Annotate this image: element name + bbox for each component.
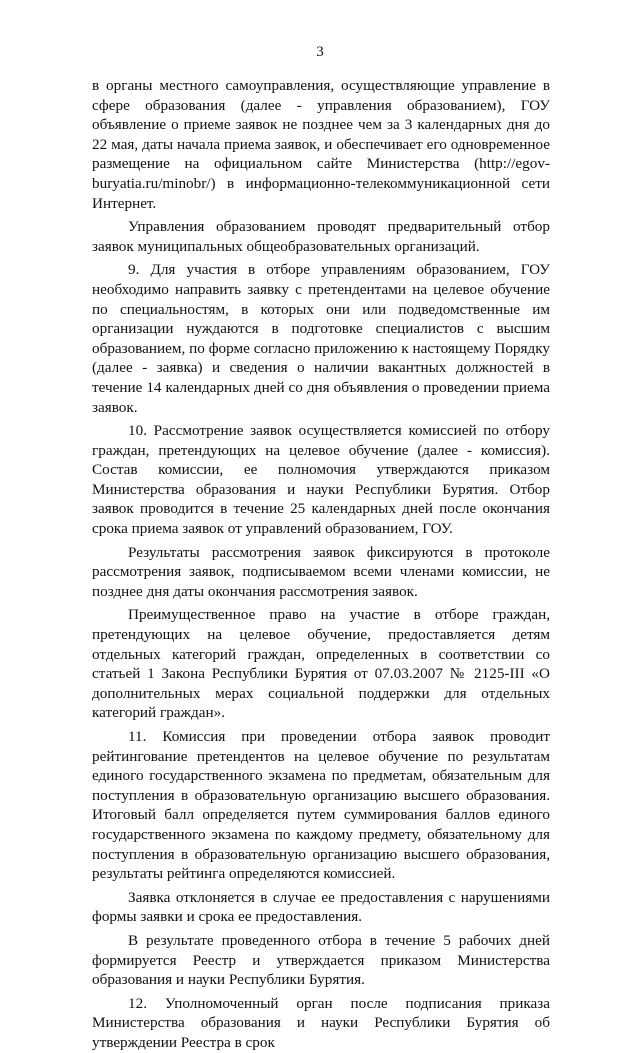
paragraph-clause-11: 11. Комиссия при проведении отбора заявок проводит рейтингование претендентов на целевое обучение по результатам единого государственного экзамена по предметам, обязательным для поступления в образовательную организацию высшего образования. Итоговый балл определяется путем суммирования баллов единого государственного экзамена по каждому предмету, обязательному для поступления в образовательную организацию высшего образования, результаты рейтинга определяются комиссией. <box>92 728 550 883</box>
paragraph-rejection: Заявка отклоняется в случае ее предоставления с нарушениями формы заявки и срока ее предоставления. <box>92 888 550 926</box>
page-number: 3 <box>316 44 324 60</box>
paragraph-clause-9: 9. Для участия в отборе управлениям образованием, ГОУ необходимо направить заявку с претендентами на целевое обучение по специальностям, в которых они или подведомственные им организации нуждаются в подготовке специалистов с высшим образованием, по форме согласно приложению к настоящему Порядку (далее - заявка) и сведения о наличии вакантных должностей в течение 14 календарных дней со дня объявления о проведении приема заявок. <box>92 261 550 416</box>
paragraph-priority-right: Преимущественное право на участие в отборе граждан, претендующих на целевое обучение, предоставляется детям отдельных категорий граждан, определенных в соответствии со статьей 1 Закона Республики Бурятия от 07.03.2007 № 2125-III «О дополнительных мерах социальной поддержки для отдельных категорий граждан». <box>92 606 550 722</box>
paragraph-announcement: в органы местного самоуправления, осуществляющие управление в сфере образования (далее - управления образованием), ГОУ объявление о приеме заявок не позднее чем за 3 календарных дня до 22 мая, даты начала приема заявок, и обеспечивает его одновременное размещение на официальном сайте Министерства (http://egov-buryatia.ru/minobr/) в информационно-телекоммуникационной сети Интернет. <box>92 77 550 212</box>
paragraph-results-protocol: Результаты рассмотрения заявок фиксируются в протоколе рассмотрения заявок, подписываемом всеми членами комиссии, не позднее дня даты окончания рассмотрения заявок. <box>92 543 550 600</box>
paragraph-registry: В результате проведенного отбора в течение 5 рабочих дней формируется Реестр и утверждается приказом Министерства образования и науки Республики Бурятия. <box>92 931 550 989</box>
paragraph-preliminary-selection: Управления образованием проводят предварительный отбор заявок муниципальных общеобразовательных организаций. <box>92 218 550 255</box>
document-body <box>92 76 550 1053</box>
paragraph-clause-12: 12. Уполномоченный орган после подписания приказа Министерства образования и науки Республики Бурятия об утверждении Реестра в срок <box>92 994 550 1051</box>
paragraph-clause-10: 10. Рассмотрение заявок осуществляется комиссией по отбору граждан, претендующих на целевое обучение (далее - комиссия). Состав комиссии, ее полномочия утверждаются приказом Министерства образования и науки Республики Бурятия. Отбор заявок проводится в течение 25 календарных дней после окончания срока приема заявок от управлений образованием, ГОУ. <box>92 422 550 538</box>
